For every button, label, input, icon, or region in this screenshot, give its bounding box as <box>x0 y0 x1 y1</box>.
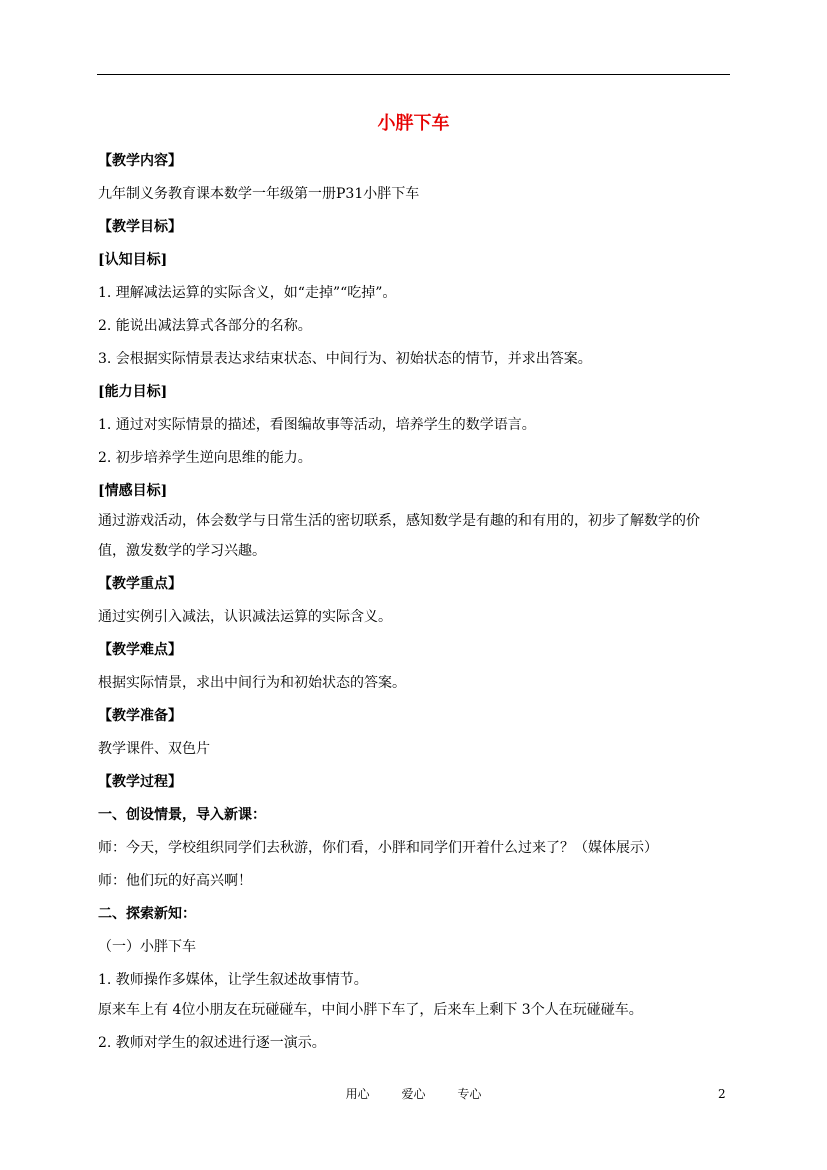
section-heading: 【教学过程】 <box>98 774 182 790</box>
body-text-line: 2. 能说出减法算式各部分的名称。 <box>98 318 312 334</box>
body-text-line: 师：他们玩的好高兴啊！ <box>98 873 252 889</box>
body-text-line: 教学课件、双色片 <box>98 741 210 757</box>
section-heading: 一、创设情景，导入新课： <box>98 807 266 823</box>
section-heading: [认知目标] <box>98 252 168 268</box>
page-footer <box>0 1086 827 1102</box>
body-text-line: 2. 初步培养学生逆向思维的能力。 <box>98 450 312 466</box>
body-text-line: 原来车上有 4位小朋友在玩碰碰车，中间小胖下车了，后来车上剩下 3个人在玩碰碰车。 <box>98 1002 643 1018</box>
section-heading: 【教学目标】 <box>98 219 182 235</box>
body-text-line: 九年制义务教育课本数学一年级第一册P31小胖下车 <box>98 186 420 202</box>
footer-text-yongxin: 用心 <box>345 1087 370 1101</box>
section-heading: 【教学重点】 <box>98 576 182 592</box>
section-heading: 【教学准备】 <box>98 708 182 724</box>
body-text-line: 1. 通过对实际情景的描述，看图编故事等活动，培养学生的数学语言。 <box>98 417 536 433</box>
body-text-line: 师：今天，学校组织同学们去秋游，你们看，小胖和同学们开着什么过来了？（媒体展示） <box>98 840 658 856</box>
section-heading: 二、探索新知： <box>98 906 196 922</box>
body-text-line: 3. 会根据实际情景表达求结束状态、中间行为、初始状态的情节，并求出答案。 <box>98 351 592 367</box>
body-text-line: 1. 理解减法运算的实际含义，如“走掉”“吃掉”。 <box>98 285 397 301</box>
section-heading: 【教学难点】 <box>98 642 182 658</box>
body-text-line: （一）小胖下车 <box>98 939 196 955</box>
body-text-line: 值，激发数学的学习兴趣。 <box>98 543 266 559</box>
section-heading: [情感目标] <box>98 483 168 499</box>
footer-text-zhuanxin: 专心 <box>457 1087 482 1101</box>
section-heading: 【教学内容】 <box>98 153 182 169</box>
header-rule <box>97 74 730 75</box>
page-title: 小胖下车 <box>377 113 450 134</box>
body-text-line: 通过游戏活动，体会数学与日常生活的密切联系，感知数学是有趣的和有用的，初步了解数学的价 <box>98 513 700 529</box>
body-text-line: 通过实例引入减法，认识减法运算的实际含义。 <box>98 609 392 625</box>
body-text-line: 1. 教师操作多媒体，让学生叙述故事情节。 <box>98 972 368 988</box>
section-heading: [能力目标] <box>98 384 168 400</box>
body-text-line: 根据实际情景，求出中间行为和初始状态的答案。 <box>98 675 406 691</box>
body-text-line: 2. 教师对学生的叙述进行逐一演示。 <box>98 1035 326 1051</box>
page-number: 2 <box>718 1087 726 1101</box>
footer-text-aixin: 爱心 <box>401 1087 426 1101</box>
